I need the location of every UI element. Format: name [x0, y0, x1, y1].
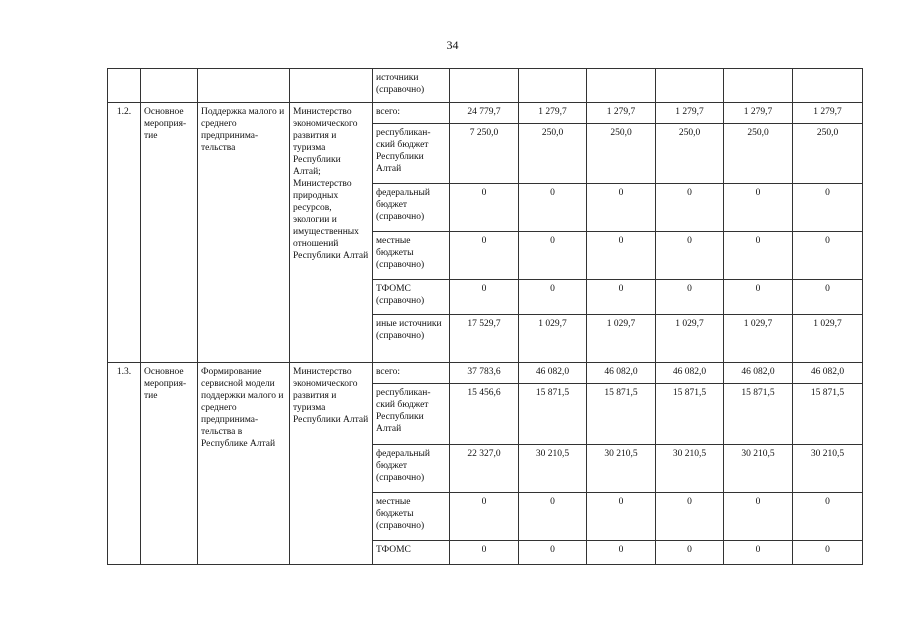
value-cell: 1 279,7	[587, 103, 656, 124]
value-cell: 0	[587, 232, 656, 280]
value-cell: 15 871,5	[724, 384, 793, 445]
value-cell: 15 871,5	[656, 384, 724, 445]
value-cell: 0	[656, 493, 724, 541]
value-cell: 0	[793, 184, 863, 232]
value-cell: 250,0	[724, 124, 793, 184]
value-cell: 0	[519, 541, 587, 565]
value-cell: 0	[587, 493, 656, 541]
page-number: 34	[446, 38, 459, 52]
value-cell: 0	[587, 184, 656, 232]
value-cell: 1 029,7	[793, 315, 863, 363]
source-cell: иные источники (справочно)	[373, 315, 450, 363]
value-cell: 46 082,0	[793, 363, 863, 384]
value-cell: 0	[724, 493, 793, 541]
name-cell: Формирование сервисной модели поддержки малого и среднего предпринима-тельства в Республике Алтай	[198, 363, 290, 565]
value-cell: 0	[793, 232, 863, 280]
value-cell: 0	[450, 541, 519, 565]
value-cell	[450, 69, 519, 103]
value-cell: 0	[587, 541, 656, 565]
source-cell: источники (справочно)	[373, 69, 450, 103]
source-cell: всего:	[373, 103, 450, 124]
value-cell	[793, 69, 863, 103]
name-cell: Поддержка малого и среднего предпринима-тельства	[198, 103, 290, 363]
table-row	[108, 363, 863, 384]
value-cell: 0	[519, 184, 587, 232]
value-cell: 46 082,0	[519, 363, 587, 384]
value-cell: 1 279,7	[724, 103, 793, 124]
source-cell: местные бюджеты (справочно)	[373, 493, 450, 541]
source-cell: ТФОМС (справочно)	[373, 280, 450, 315]
index-cell	[108, 69, 141, 103]
executor-cell: Министерство экономического развития и туризма Республики Алтай; Министерство природных ресурсов, экологии и имущественных отношений Республики Алтай	[290, 103, 373, 363]
value-cell: 46 082,0	[656, 363, 724, 384]
source-cell: федеральный бюджет (справочно)	[373, 184, 450, 232]
value-cell: 0	[793, 493, 863, 541]
index-cell: 1.2.	[108, 103, 141, 363]
value-cell: 30 210,5	[724, 445, 793, 493]
value-cell: 250,0	[656, 124, 724, 184]
source-cell: федеральный бюджет (справочно)	[373, 445, 450, 493]
value-cell: 15 456,6	[450, 384, 519, 445]
value-cell: 0	[724, 184, 793, 232]
value-cell: 0	[519, 232, 587, 280]
value-cell: 0	[724, 232, 793, 280]
value-cell: 1 029,7	[519, 315, 587, 363]
value-cell: 1 279,7	[793, 103, 863, 124]
budget-table	[107, 68, 863, 565]
value-cell: 46 082,0	[587, 363, 656, 384]
value-cell: 30 210,5	[519, 445, 587, 493]
value-cell: 30 210,5	[656, 445, 724, 493]
value-cell: 24 779,7	[450, 103, 519, 124]
value-cell: 0	[587, 280, 656, 315]
value-cell: 0	[656, 541, 724, 565]
value-cell: 46 082,0	[724, 363, 793, 384]
value-cell: 250,0	[587, 124, 656, 184]
value-cell: 7 250,0	[450, 124, 519, 184]
type-cell	[141, 69, 198, 103]
source-cell: республикан-ский бюджет Республики Алтай	[373, 384, 450, 445]
executor-cell	[290, 69, 373, 103]
value-cell: 0	[724, 280, 793, 315]
value-cell: 37 783,6	[450, 363, 519, 384]
value-cell: 1 279,7	[519, 103, 587, 124]
value-cell: 0	[656, 232, 724, 280]
source-cell: всего:	[373, 363, 450, 384]
source-cell: местные бюджеты (справочно)	[373, 232, 450, 280]
value-cell: 0	[450, 184, 519, 232]
source-cell: республикан-ский бюджет Республики Алтай	[373, 124, 450, 184]
value-cell: 1 029,7	[587, 315, 656, 363]
table-row	[108, 69, 863, 103]
value-cell: 0	[450, 280, 519, 315]
value-cell: 17 529,7	[450, 315, 519, 363]
value-cell: 30 210,5	[793, 445, 863, 493]
value-cell: 15 871,5	[793, 384, 863, 445]
value-cell: 1 029,7	[724, 315, 793, 363]
value-cell: 15 871,5	[587, 384, 656, 445]
value-cell: 250,0	[793, 124, 863, 184]
value-cell: 1 279,7	[656, 103, 724, 124]
value-cell: 15 871,5	[519, 384, 587, 445]
value-cell: 0	[656, 184, 724, 232]
value-cell	[519, 69, 587, 103]
value-cell: 0	[724, 541, 793, 565]
value-cell: 30 210,5	[587, 445, 656, 493]
value-cell	[656, 69, 724, 103]
source-cell: ТФОМС	[373, 541, 450, 565]
value-cell: 0	[519, 493, 587, 541]
value-cell: 0	[793, 541, 863, 565]
value-cell: 0	[519, 280, 587, 315]
executor-cell: Министерство экономического развития и туризма Республики Алтай	[290, 363, 373, 565]
index-cell: 1.3.	[108, 363, 141, 565]
value-cell: 0	[656, 280, 724, 315]
name-cell	[198, 69, 290, 103]
value-cell	[587, 69, 656, 103]
value-cell: 250,0	[519, 124, 587, 184]
value-cell: 22 327,0	[450, 445, 519, 493]
type-cell: Основное мероприя-тие	[141, 363, 198, 565]
table-row	[108, 103, 863, 124]
value-cell: 1 029,7	[656, 315, 724, 363]
type-cell: Основное мероприя-тие	[141, 103, 198, 363]
value-cell: 0	[793, 280, 863, 315]
value-cell: 0	[450, 493, 519, 541]
value-cell: 0	[450, 232, 519, 280]
value-cell	[724, 69, 793, 103]
